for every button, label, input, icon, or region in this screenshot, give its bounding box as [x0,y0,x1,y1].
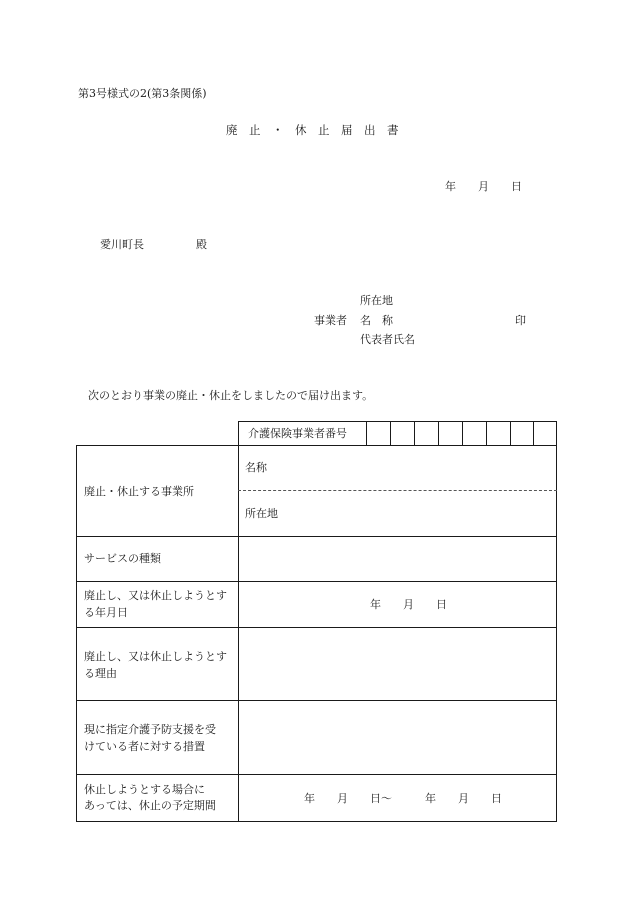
representative-name-label: 代表者氏名 [360,333,415,346]
notification-table [76,445,557,822]
row-separator [76,774,557,775]
provider-number-label: 介護保険事業者番号 [248,427,347,440]
seal-mark: 印 [515,314,526,327]
period-label-line2: あっては、休止の予定期間 [84,799,216,812]
reason-label-line1: 廃止し、又は休止しようとす [84,650,227,663]
honorific: 殿 [196,238,207,251]
row-separator [76,536,557,537]
digit-box-divider [510,421,511,446]
document-title: 廃 止 ・ 休 止 届 出 書 [226,123,399,137]
office-row-dashed-divider [238,490,557,491]
measures-label-line2: けている者に対する措置 [84,740,205,753]
applicant-role-label: 事業者 [314,314,347,327]
date-value: 年 月 日 [370,598,447,611]
addressee: 愛川町長 [100,238,144,251]
digit-box-divider [438,421,439,446]
date-label-line2: る年月日 [84,606,128,619]
submission-date: 年 月 日 [445,180,522,193]
period-label-line1: 休止しようとする場合に [84,783,205,796]
row-separator [76,627,557,628]
date-label-line1: 廃止し、又は休止しようとす [84,589,227,602]
digit-box-divider [486,421,487,446]
applicant-name-label: 名 称 [360,314,393,327]
row-separator [76,581,557,582]
office-name-label: 名称 [245,461,267,474]
period-value: 年 月 日〜 年 月 日 [304,792,502,805]
digit-box-divider [462,421,463,446]
office-address-label: 所在地 [245,507,278,520]
office-label: 廃止・休止する事業所 [84,485,194,498]
form-number: 第3号様式の2(第3条関係) [78,87,207,100]
provider-number-divider [366,421,367,446]
intro-statement: 次のとおり事業の廃止・休止をしましたので届け出ます。 [88,389,374,402]
applicant-address-label: 所在地 [360,294,393,307]
column-divider [238,445,239,822]
measures-label-line1: 現に指定介護予防支援を受 [84,723,216,736]
digit-box-divider [414,421,415,446]
reason-label-line2: る理由 [84,667,117,680]
digit-box-divider [390,421,391,446]
digit-box-divider [533,421,534,446]
service-type-label: サービスの種類 [84,552,161,565]
row-separator [76,700,557,701]
